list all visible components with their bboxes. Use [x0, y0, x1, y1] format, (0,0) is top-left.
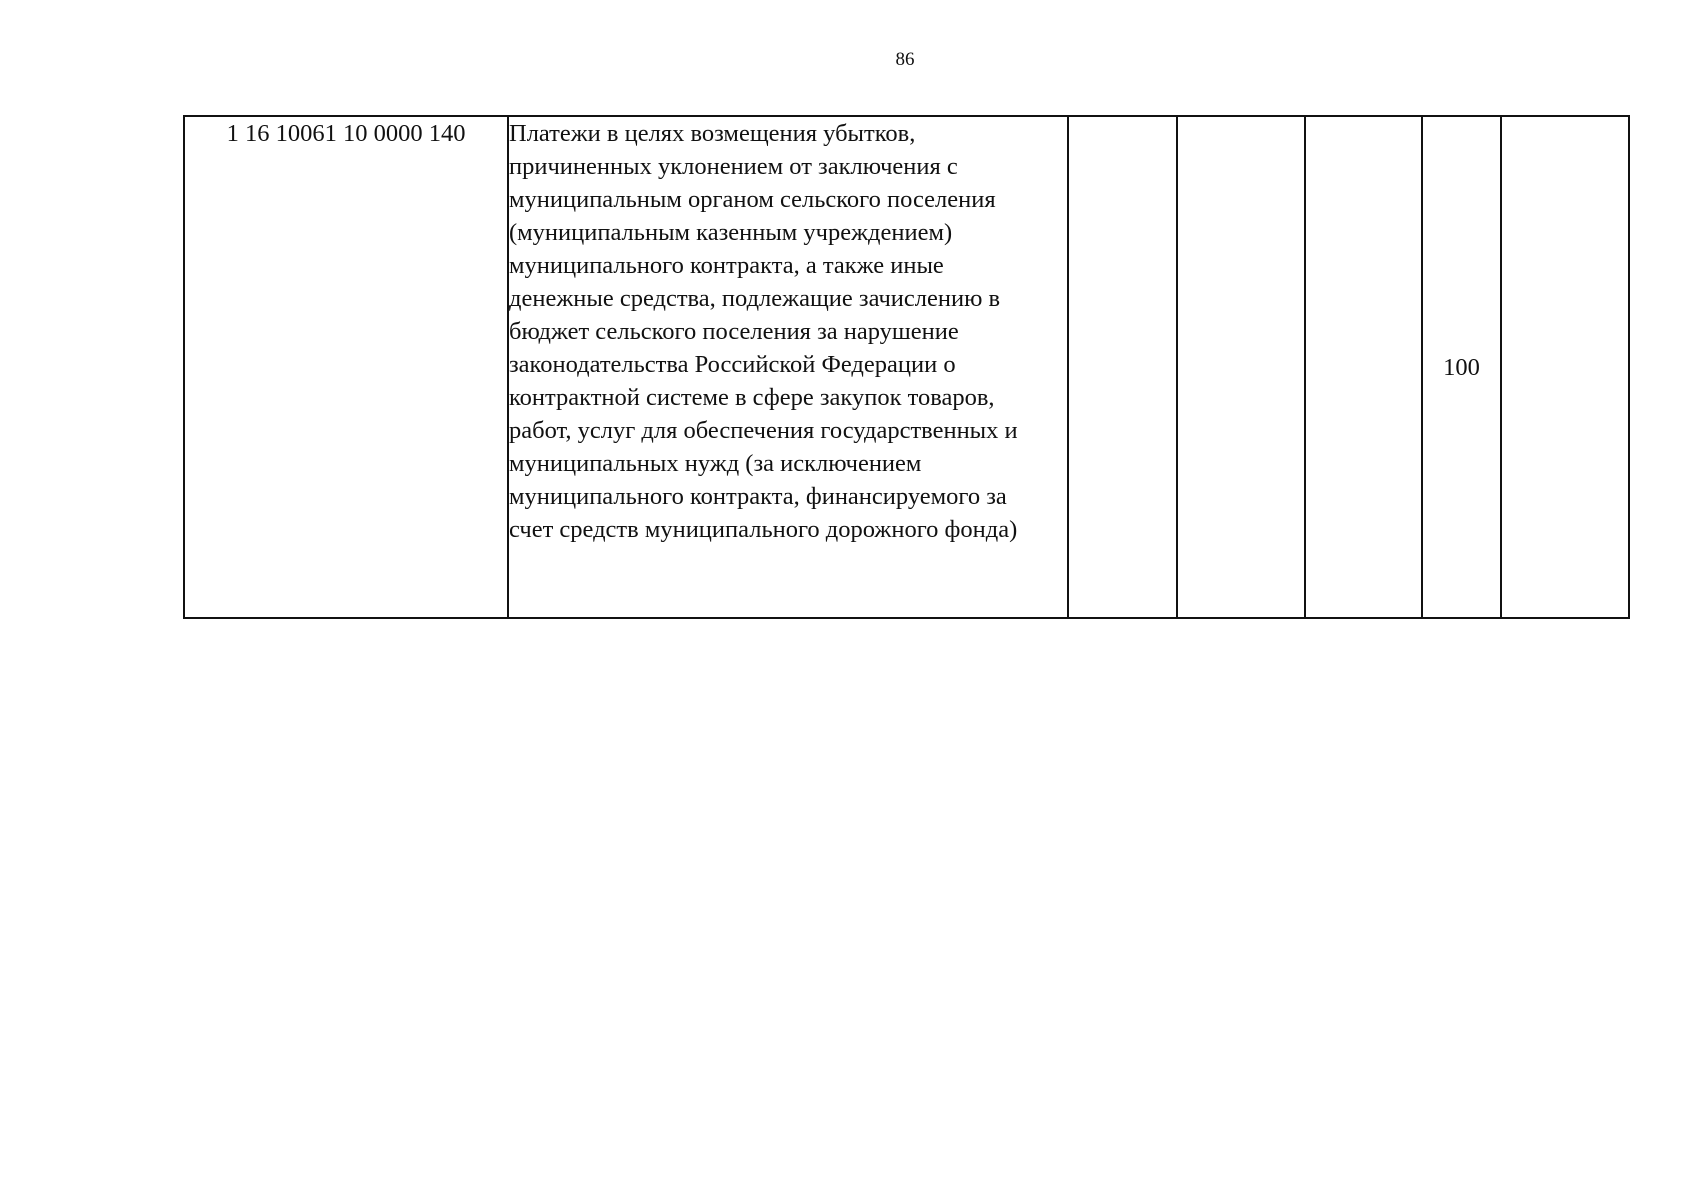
revenue-description: Платежи в целях возмещения убытков, причиненных уклонением от заключения с муниципальным органом сельского поселения (муниципальным казенным учреждением) муниципального контракта, а также иные денежные средства, подлежащие зачислению в бюджет сельского поселения за нарушение законодательства Российской Федерации о контрактной системе в сфере закупок товаров, работ, услуг для обеспечения государственных и муниципальных нужд (за исключением муниципального контракта, финансируемого за счет средств муниципального дорожного фонда)	[509, 120, 1018, 543]
percent-cell	[1422, 116, 1501, 618]
value-cell-5	[1305, 116, 1422, 618]
revenue-code: 1 16 10061 10 0000 140	[226, 120, 466, 147]
percent-value: 100	[1443, 353, 1480, 381]
table-body	[184, 116, 1629, 618]
description-cell	[508, 116, 1068, 618]
revenue-code-cell	[184, 116, 508, 618]
page-number: 86	[895, 49, 915, 70]
value-cell-7	[1501, 116, 1629, 618]
value-cell-4	[1177, 116, 1305, 618]
budget-revenue-table	[183, 115, 1630, 619]
value-cell-3	[1068, 116, 1177, 618]
table-row	[184, 116, 1629, 618]
